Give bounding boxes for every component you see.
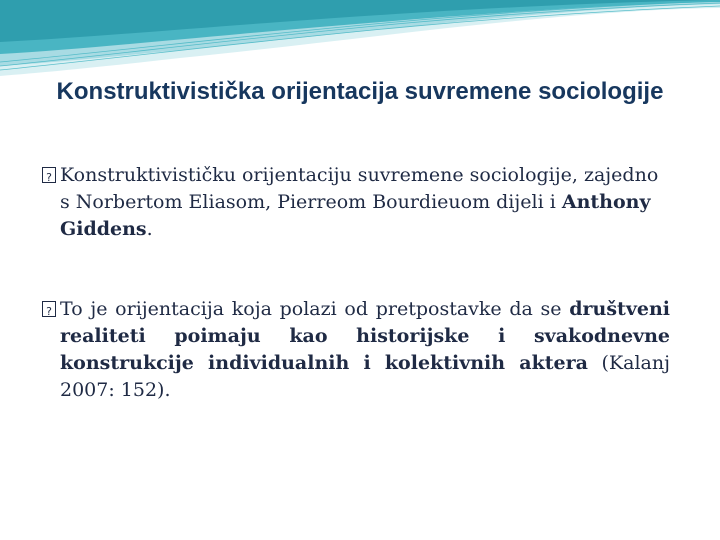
header-wave-decoration <box>0 0 720 80</box>
replacement-char-icon <box>42 167 56 183</box>
citation: (Kalanj 2007: 152). <box>60 352 670 401</box>
paragraph-1-end: . <box>146 218 153 240</box>
replacement-char-icon <box>42 301 56 317</box>
author-name: Anthony Giddens <box>60 191 651 240</box>
paragraph-1-text: Konstruktivističku orijentaciju suvremene sociologije, zajedno s Norbertom Eliasom, Pierreom Bourdieuom dijeli i <box>60 164 659 213</box>
slide-title: Konstruktivistička orijentacija suvremene sociologije <box>56 78 664 105</box>
paragraph-2-bold-text: društveni realiteti poimaju kao historijske i svakodnevne konstrukcije individualnih i kolektivnih aktera <box>60 298 670 374</box>
paragraph-2-text: To je orijentacija koja polazi od pretpostavke da se <box>60 298 562 320</box>
paragraph-2 <box>60 296 670 404</box>
paragraph-1 <box>60 162 670 243</box>
